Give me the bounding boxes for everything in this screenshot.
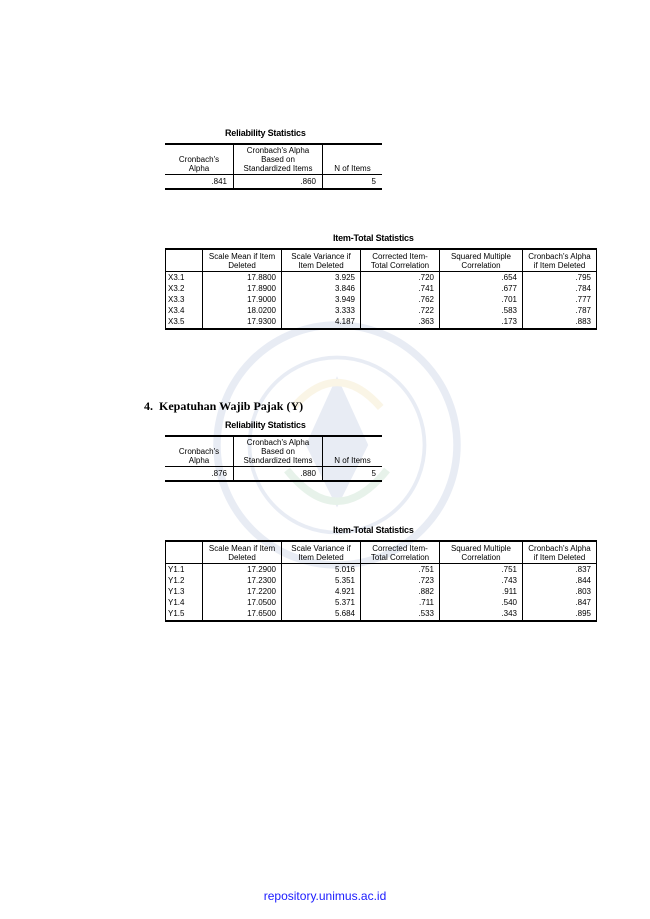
cell: .847 bbox=[523, 597, 597, 608]
cell: .762 bbox=[361, 294, 440, 305]
table-row bbox=[166, 597, 597, 608]
header-alpha-if-deleted: Cronbach's Alpha if Item Deleted bbox=[523, 541, 597, 564]
header-blank bbox=[166, 541, 203, 564]
cell: 17.9000 bbox=[203, 294, 282, 305]
table-row bbox=[166, 294, 597, 305]
cell: .777 bbox=[523, 294, 597, 305]
section-heading bbox=[144, 399, 303, 414]
cell: .583 bbox=[440, 305, 523, 316]
cell: .751 bbox=[440, 564, 523, 576]
header-scale-variance: Scale Variance if Item Deleted bbox=[282, 249, 361, 272]
cell: .882 bbox=[361, 586, 440, 597]
table-row bbox=[166, 564, 597, 576]
table-row bbox=[166, 575, 597, 586]
cell: .677 bbox=[440, 283, 523, 294]
header-n-items: N of Items bbox=[323, 144, 383, 175]
cell: .883 bbox=[523, 316, 597, 329]
cell: 17.2900 bbox=[203, 564, 282, 576]
table4-title: Item-Total Statistics bbox=[333, 525, 414, 535]
cell: 4.921 bbox=[282, 586, 361, 597]
value-cronbach-alpha: .841 bbox=[211, 177, 227, 186]
value-alpha-standardized: .860 bbox=[234, 175, 323, 190]
header-scale-mean: Scale Mean if Item Deleted bbox=[203, 249, 282, 272]
table-row bbox=[166, 608, 597, 621]
section-number: 4. bbox=[144, 399, 153, 413]
header-scale-variance: Scale Variance if Item Deleted bbox=[282, 541, 361, 564]
table1-title: Reliability Statistics bbox=[225, 128, 306, 138]
value-cronbach-alpha: .876 bbox=[211, 469, 227, 478]
header-scale-mean: Scale Mean if Item Deleted bbox=[203, 541, 282, 564]
cell: .844 bbox=[523, 575, 597, 586]
row-label: X3.4 bbox=[166, 305, 203, 316]
row-label: X3.3 bbox=[166, 294, 203, 305]
cell: .720 bbox=[361, 272, 440, 284]
cell: .837 bbox=[523, 564, 597, 576]
table-row bbox=[166, 283, 597, 294]
cell: 18.0200 bbox=[203, 305, 282, 316]
cell: .654 bbox=[440, 272, 523, 284]
cell: 5.684 bbox=[282, 608, 361, 621]
header-alpha-standardized: Cronbach's Alpha Based on Standardized Items bbox=[234, 436, 323, 467]
cell: .795 bbox=[523, 272, 597, 284]
cell: 3.949 bbox=[282, 294, 361, 305]
cell: .723 bbox=[361, 575, 440, 586]
cell: .701 bbox=[440, 294, 523, 305]
cell: .711 bbox=[361, 597, 440, 608]
cell: .803 bbox=[523, 586, 597, 597]
cell: 3.333 bbox=[282, 305, 361, 316]
table-row bbox=[166, 305, 597, 316]
cell: 17.2200 bbox=[203, 586, 282, 597]
cell: .540 bbox=[440, 597, 523, 608]
cell: .343 bbox=[440, 608, 523, 621]
cell: .751 bbox=[361, 564, 440, 576]
header-alpha-if-deleted: Cronbach's Alpha if Item Deleted bbox=[523, 249, 597, 272]
cell: 17.2300 bbox=[203, 575, 282, 586]
section-title: Kepatuhan Wajib Pajak (Y) bbox=[159, 399, 304, 413]
header-squared-correlation: Squared Multiple Correlation bbox=[440, 249, 523, 272]
table-row bbox=[166, 316, 597, 329]
cell: 17.8900 bbox=[203, 283, 282, 294]
header-n-items: N of Items bbox=[323, 436, 383, 467]
header-cronbach-alpha: Cronbach's Alpha bbox=[165, 144, 234, 175]
cell: .895 bbox=[523, 608, 597, 621]
cell: 5.371 bbox=[282, 597, 361, 608]
reliability-table-1 bbox=[165, 143, 382, 190]
cell: .173 bbox=[440, 316, 523, 329]
cell: 3.925 bbox=[282, 272, 361, 284]
cell: .784 bbox=[523, 283, 597, 294]
cell: 5.016 bbox=[282, 564, 361, 576]
repository-link[interactable]: repository.unimus.ac.id bbox=[263, 889, 387, 903]
cell: 17.6500 bbox=[203, 608, 282, 621]
cell: 5.351 bbox=[282, 575, 361, 586]
cell: .787 bbox=[523, 305, 597, 316]
row-label: Y1.3 bbox=[166, 586, 203, 597]
cell: .363 bbox=[361, 316, 440, 329]
row-label: Y1.1 bbox=[166, 564, 203, 576]
table-row bbox=[166, 272, 597, 284]
item-total-table-1 bbox=[165, 248, 597, 330]
header-blank bbox=[166, 249, 203, 272]
cell: .911 bbox=[440, 586, 523, 597]
table2-title: Item-Total Statistics bbox=[333, 233, 414, 243]
item-total-table-2 bbox=[165, 540, 597, 622]
cell: .722 bbox=[361, 305, 440, 316]
value-n-items: 5 bbox=[323, 467, 383, 482]
table3-title: Reliability Statistics bbox=[225, 420, 306, 430]
row-label: Y1.4 bbox=[166, 597, 203, 608]
header-alpha-standardized: Cronbach's Alpha Based on Standardized Items bbox=[234, 144, 323, 175]
row-label: X3.5 bbox=[166, 316, 203, 329]
cell: 3.846 bbox=[282, 283, 361, 294]
header-corrected-correlation: Corrected Item-Total Correlation bbox=[361, 541, 440, 564]
row-label: X3.1 bbox=[166, 272, 203, 284]
row-label: X3.2 bbox=[166, 283, 203, 294]
cell: .533 bbox=[361, 608, 440, 621]
cell: 17.8800 bbox=[203, 272, 282, 284]
cell: .743 bbox=[440, 575, 523, 586]
cell: 17.0500 bbox=[203, 597, 282, 608]
header-squared-correlation: Squared Multiple Correlation bbox=[440, 541, 523, 564]
table-row bbox=[166, 586, 597, 597]
row-label: Y1.2 bbox=[166, 575, 203, 586]
value-n-items: 5 bbox=[323, 175, 383, 190]
cell: 17.9300 bbox=[203, 316, 282, 329]
value-alpha-standardized: .880 bbox=[234, 467, 323, 482]
cell: .741 bbox=[361, 283, 440, 294]
reliability-table-2 bbox=[165, 435, 382, 482]
header-cronbach-alpha: Cronbach's Alpha bbox=[165, 436, 234, 467]
header-corrected-correlation: Corrected Item-Total Correlation bbox=[361, 249, 440, 272]
cell: 4.187 bbox=[282, 316, 361, 329]
row-label: Y1.5 bbox=[166, 608, 203, 621]
